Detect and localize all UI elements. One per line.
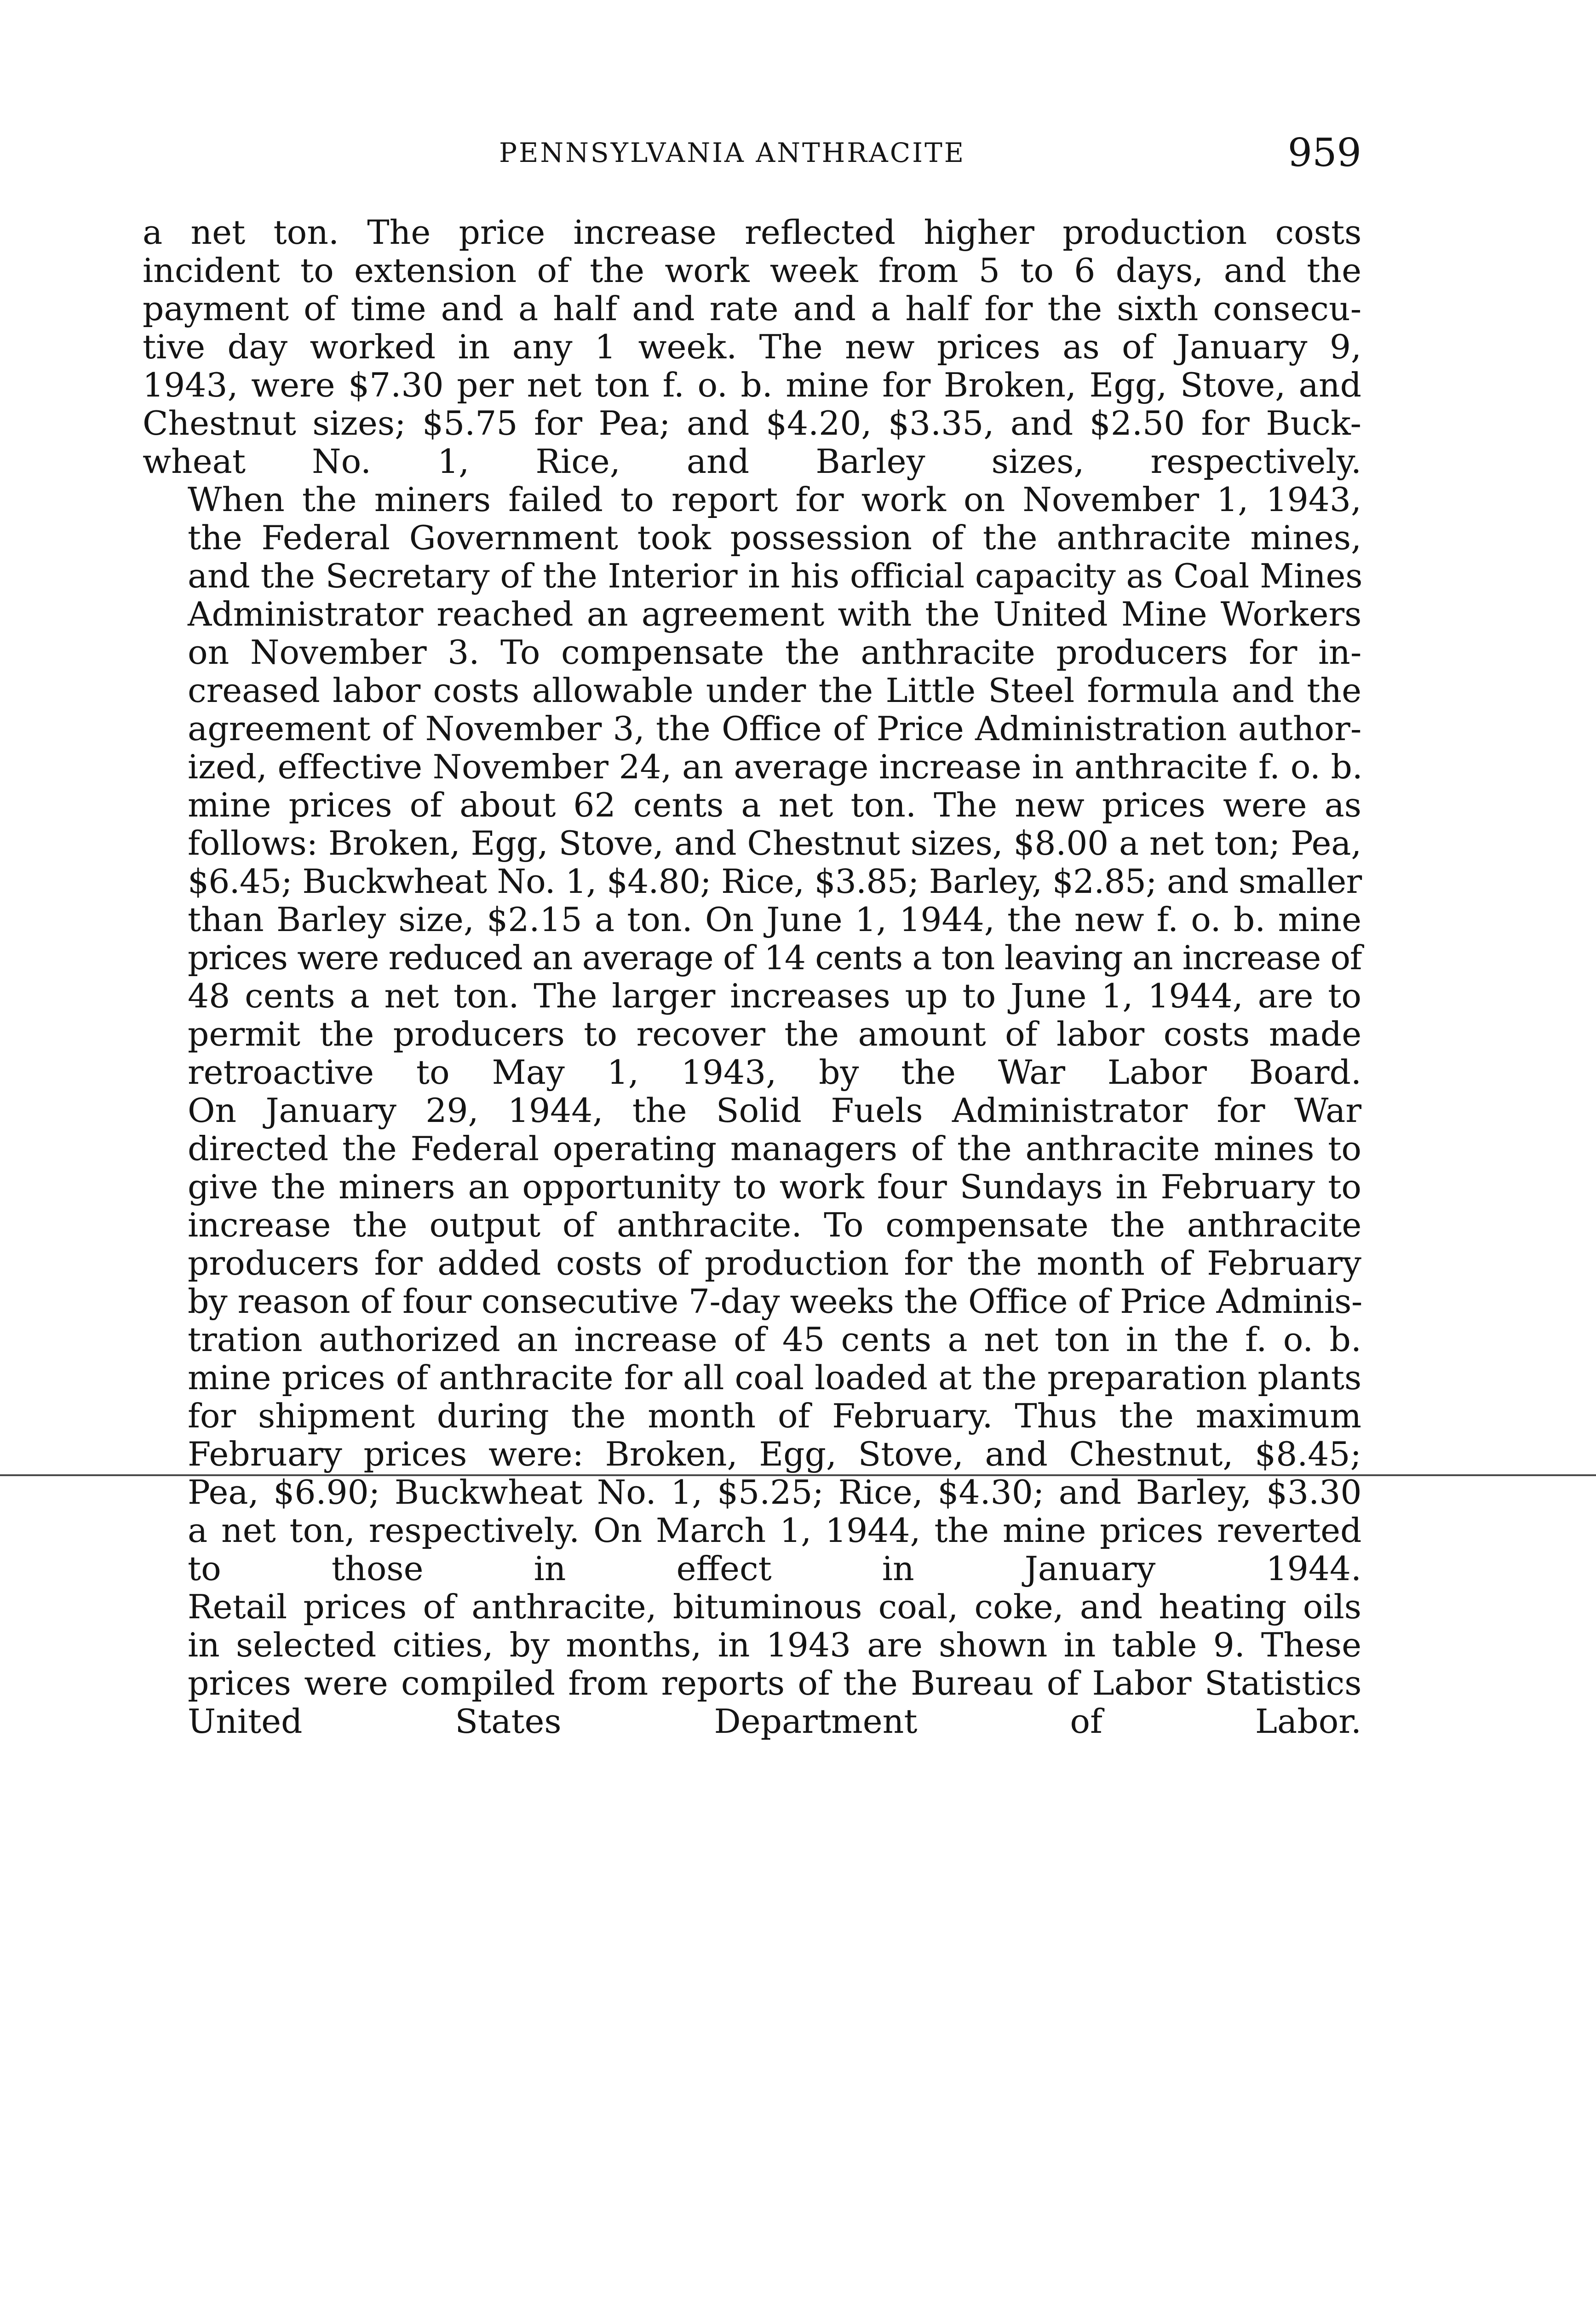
text-line: Retail prices of anthracite, bituminous coal, coke, and heating oils [188,1588,1361,1627]
text-line: than Barley size, $2.15 a ton. On June 1, 1944, the new f. o. b. mine [188,901,1361,939]
text-line: incident to extension of the work week from 5 to 6 days, and the [143,252,1361,290]
paragraph [143,1092,1361,1588]
text-line: give the miners an opportunity to work four Sundays in February to [188,1168,1361,1207]
text-line: When the miners failed to report for work on November 1, 1943, [188,481,1361,519]
text-line: Pea, $6.90; Buckwheat No. 1, $5.25; Rice, $4.30; and Barley, $3.30 [188,1473,1362,1512]
text-line: by reason of four consecutive 7-day weeks the Office of Price Adminis- [188,1282,1362,1321]
text-line: ized, effective November 24, an average increase in anthracite f. o. b. [188,748,1363,787]
page-header [143,130,1361,176]
text-line: in selected cities, by months, in 1943 are shown in table 9. These [188,1626,1361,1665]
text-line: mine prices of about 62 cents a net ton. The new prices were as [188,786,1361,825]
text-line: directed the Federal operating managers of the anthracite mines to [188,1130,1361,1168]
paragraph [143,481,1361,1092]
text-line: to those in effect in January 1944. [188,1550,1361,1588]
text-line: 1943, were $7.30 per net ton f. o. b. mine for Broken, Egg, Stove, and [143,366,1361,405]
paragraph [143,1588,1361,1741]
text-line: a net ton, respectively. On March 1, 1944, the mine prices reverted [188,1512,1362,1550]
text-line: On January 29, 1944, the Solid Fuels Administrator for War [188,1092,1361,1130]
body-text [143,214,1361,1741]
text-line: producers for added costs of production for the month of February [188,1244,1361,1283]
text-line: increase the output of anthracite. To compensate the anthracite [188,1206,1362,1245]
text-line: prices were reduced an average of 14 cents a ton leaving an increase of [188,939,1362,978]
text-line: payment of time and a half and rate and a half for the sixth consecu- [143,290,1362,328]
text-line: wheat No. 1, Rice, and Barley sizes, respectively. [143,443,1361,481]
text-line: permit the producers to recover the amount of labor costs made [188,1015,1362,1054]
text-line: tive day worked in any 1 week. The new prices as of January 9, [143,328,1361,367]
text-line: retroactive to May 1, 1943, by the War Labor Board. [188,1053,1361,1092]
paragraph [143,214,1361,481]
text-line: Chestnut sizes; $5.75 for Pea; and $4.20, $3.35, and $2.50 for Buck- [143,404,1361,443]
text-line: and the Secretary of the Interior in his official capacity as Coal Mines [188,557,1363,596]
text-line: tration authorized an increase of 45 cents a net ton in the f. o. b. [188,1321,1361,1359]
text-line: $6.45; Buckwheat No. 1, $4.80; Rice, $3.85; Barley, $2.85; and smaller [188,862,1362,901]
text-line: a net ton. The price increase reflected higher production costs [143,213,1362,252]
text-line: creased labor costs allowable under the Little Steel formula and the [188,672,1361,710]
text-line: agreement of November 3, the Office of Price Administration author- [188,710,1362,748]
text-line: prices were compiled from reports of the Bureau of Labor Statistics [188,1664,1362,1703]
text-line: mine prices of anthracite for all coal loaded at the preparation plants [188,1359,1362,1397]
text-line: follows: Broken, Egg, Stove, and Chestnut sizes, $8.00 a net ton; Pea, [188,824,1362,863]
text-line: for shipment during the month of February. Thus the maximum [188,1397,1361,1436]
running-title: PENNSYLVANIA ANTHRACITE [499,137,966,168]
text-line: 48 cents a net ton. The larger increases up to June 1, 1944, are to [188,977,1362,1016]
text-line: the Federal Government took possession of the anthracite mines, [188,519,1362,558]
text-line: Administrator reached an agreement with the United Mine Workers [188,595,1362,634]
text-line: February prices were: Broken, Egg, Stove, and Chestnut, $8.45; [188,1435,1361,1474]
text-line: on November 3. To compensate the anthracite producers for in- [188,633,1362,672]
text-line: United States Department of Labor. [188,1702,1361,1741]
page-number: 959 [1287,130,1361,175]
